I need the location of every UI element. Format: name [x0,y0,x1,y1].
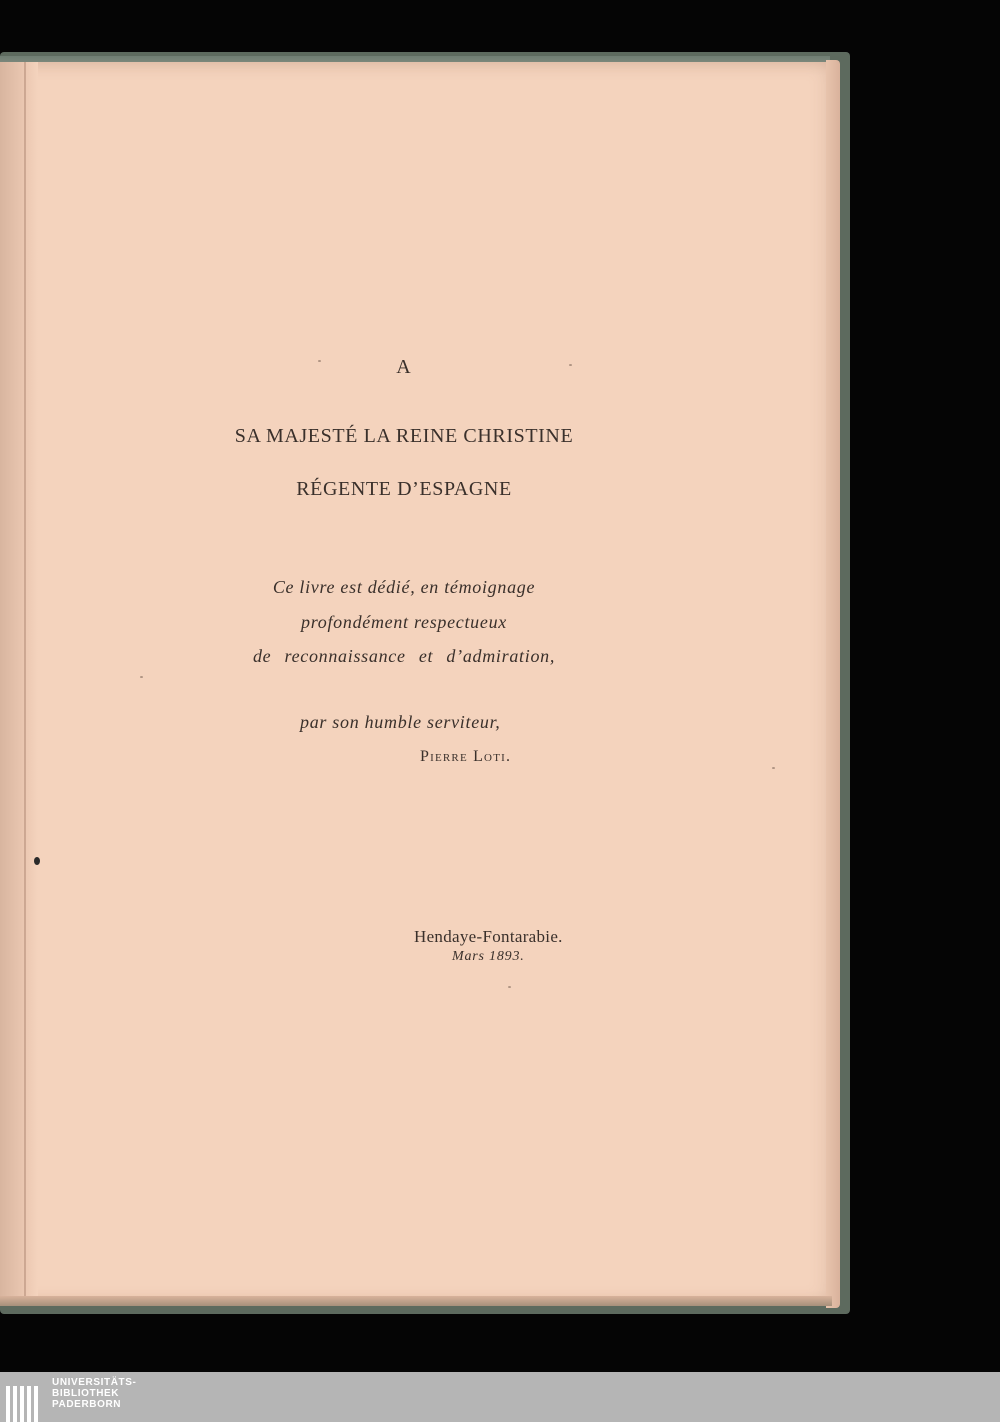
gutter-line [24,62,26,1304]
dedication-heading-line-1: SA MAJESTÉ LA REINE CHRISTINE [234,425,574,447]
paper-speck [772,767,775,769]
page-right-edge [826,60,840,1308]
logo-bar [27,1386,31,1422]
paper-speck [508,986,511,988]
dedication-text-line-1: Ce livre est dédié, en témoignage [272,577,536,597]
dedication-heading-line-2: RÉGENTE D’ESPAGNE [296,478,512,500]
page-bottom-edge [0,1296,832,1306]
dedication-a: A [396,356,412,378]
paper-speck [140,676,143,678]
logo-bar [6,1386,10,1422]
book-page [0,62,838,1304]
author-name: Pierre Loti. [420,748,512,765]
dedication-text-line-2: profondément respectueux [301,612,507,632]
page-gutter [0,62,38,1304]
logo-line-1: UNIVERSITÄTS- [52,1377,137,1388]
logo-bar [20,1386,24,1422]
library-logo-icon [0,1375,46,1422]
logo-line-3: PADERBORN [52,1399,122,1410]
dedication-text-line-3: de reconnaissance et d’admiration, [252,646,556,666]
signature-line: par son humble serviteur, [300,712,501,732]
place-line: Hendaye-Fontarabie. [414,927,563,946]
logo-bar [13,1386,17,1422]
binding-hole [34,857,40,865]
date-line: Mars 1893. [452,949,525,964]
library-logo-text [52,1377,212,1410]
logo-bar [34,1386,38,1422]
logo-line-2: BIBLIOTHEK [52,1388,120,1399]
